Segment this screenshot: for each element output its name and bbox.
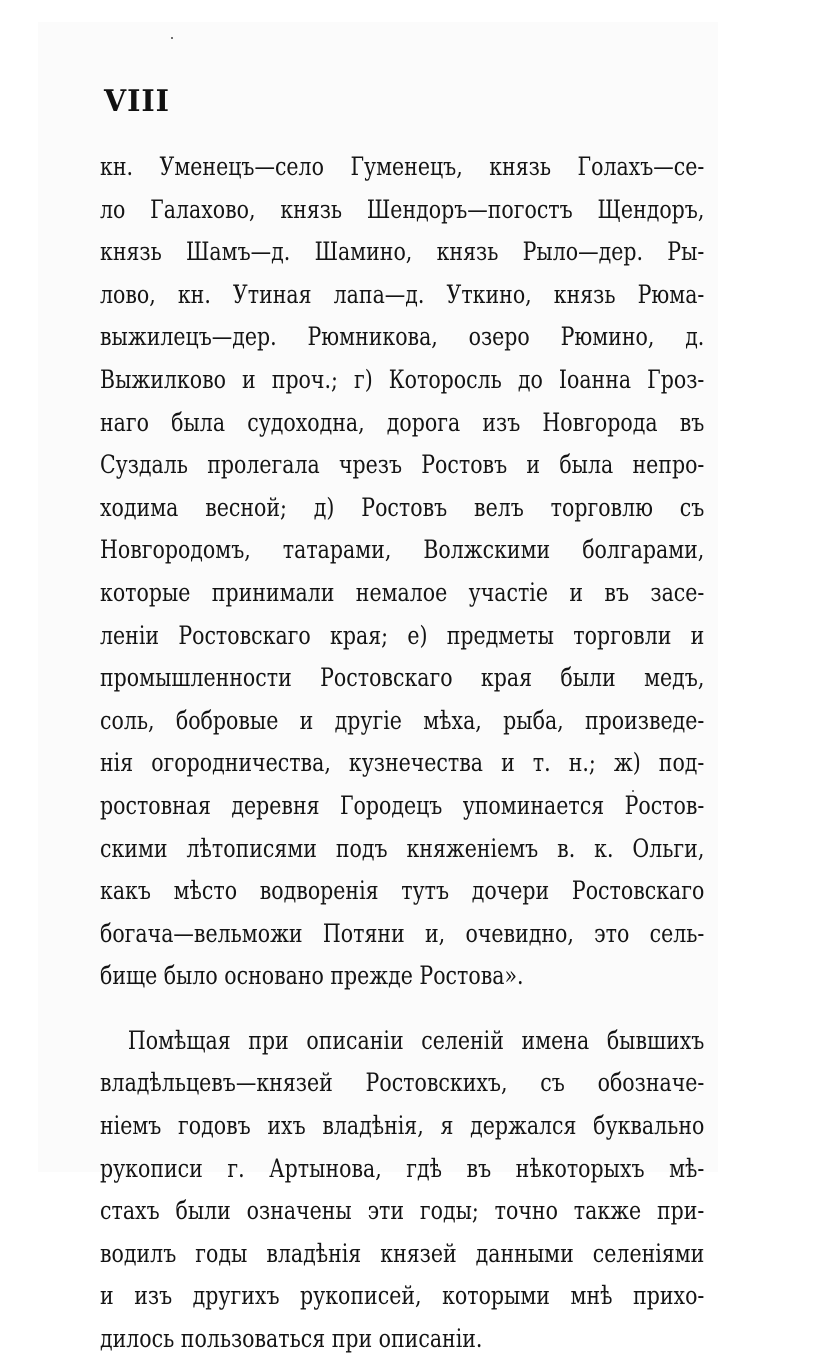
text-line: скими лѣтописями подъ княженіемъ в. к. Ольги, [100,833,705,863]
page-text [100,146,705,1361]
page-number: VIII [104,84,170,119]
ink-speck [171,37,173,39]
text-line: кн. Уменецъ—село Гуменецъ, князь Голахъ—се- [100,152,705,181]
text-line: ходима весной; д) Ростовъ велъ торговлю съ [100,492,705,522]
text-line: владѣльцевъ—князей Ростовскихъ, съ обозначе- [100,1068,705,1098]
text-line: лово, кн. Утиная лапа—д. Уткино, князь Рюма- [100,279,705,309]
text-line: ростовная деревня Городецъ упоминается Ростов- [100,790,705,820]
text-line: Новгородомъ, татарами, Волжскими болгарами, [100,535,705,565]
text-line: которые принимали немалое участіе и въ засе- [100,577,705,607]
text-line: рукописи г. Артынова, гдѣ въ нѣкоторыхъ мѣ- [100,1153,705,1183]
text-line: промышленности Ростовскаго края были медъ, [100,663,705,693]
text-line: Выжилково и проч.; г) Которосль до Іоанна Гроз- [100,364,705,394]
text-line: Помѣщая при описаніи селеній имена бывшихъ [127,1025,705,1055]
text-line: стахъ были означены эти годы; точно также при- [100,1196,705,1226]
text-line: ло Галахово, князь Шендоръ—погостъ Щендоръ, [100,194,705,224]
text-line: нія огородничества, кузнечества и т. н.; ж) под- [100,748,705,778]
text-line: Суздаль пролегала чрезъ Ростовъ и была непро- [100,450,705,480]
text-line: богача—вельможи Потяни и, очевидно, это сель- [100,918,705,948]
text-line: какъ мѣсто водворенія тутъ дочери Ростовскаго [100,876,705,906]
text-line: бище было основано прежде Ростова». [100,961,524,991]
text-line: ніемъ годовъ ихъ владѣнія, я держался буквально [100,1111,705,1141]
text-line: выжилецъ—дер. Рюмникова, озеро Рюмино, д. [100,322,705,352]
text-line: наго была судоходна, дорога изъ Новгорода въ [100,407,705,437]
text-line: соль, бобровые и другіе мѣха, рыба, произведе- [100,705,705,735]
paragraph-2 [100,1020,705,1361]
text-line: водилъ годы владѣнія князей данными селеніями [100,1238,705,1268]
text-line: и изъ другихъ рукописей, которыми мнѣ прихо- [100,1281,705,1311]
text-line: дилось пользоваться при описаніи. [100,1324,483,1354]
text-line: леніи Ростовскаго края; е) предметы торговли и [100,620,705,650]
paragraph-1 [100,146,705,998]
text-line: князь Шамъ—д. Шамино, князь Рыло—дер. Ры- [100,237,705,267]
